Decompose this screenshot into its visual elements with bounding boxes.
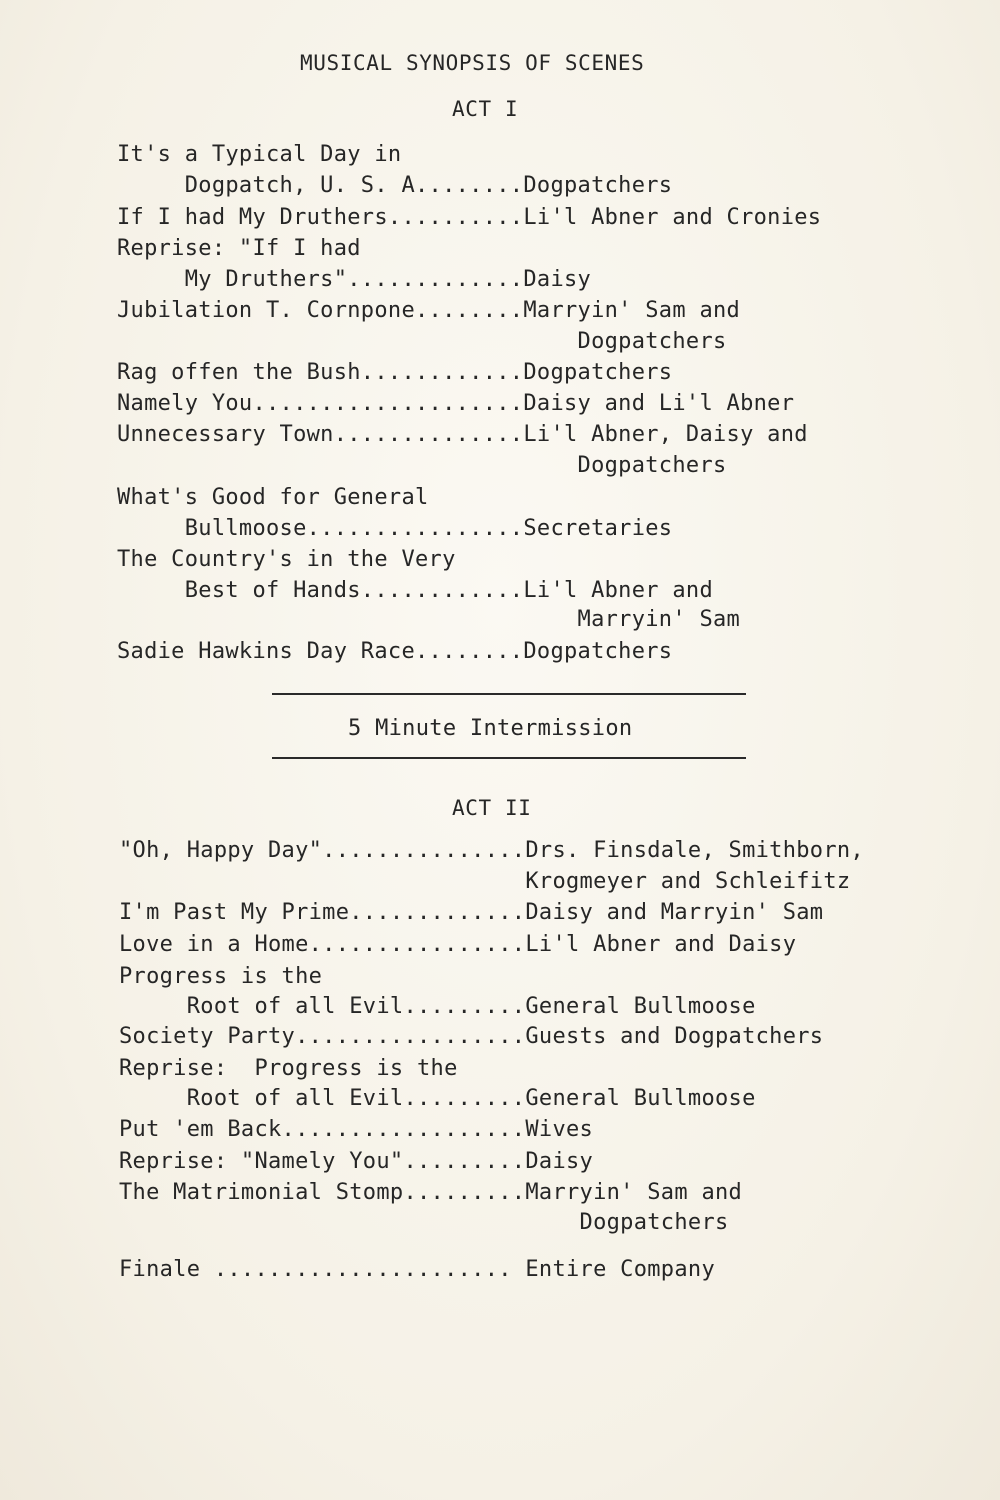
song-line: Rag offen the Bush............Dogpatchers: [117, 360, 673, 385]
song-line: Marryin' Sam: [117, 607, 741, 632]
song-line: Jubilation T. Cornpone........Marryin' Sam and: [117, 298, 741, 323]
song-line: Reprise: "Namely You".........Daisy: [119, 1149, 594, 1174]
song-line: Love in a Home................Li'l Abner and Daisy: [119, 932, 797, 957]
page-title: MUSICAL SYNOPSIS OF SCENES: [300, 51, 645, 75]
song-line: Society Party.................Guests and Dogpatchers: [119, 1024, 824, 1049]
song-line: Sadie Hawkins Day Race........Dogpatchers: [117, 639, 673, 664]
song-line: Put 'em Back..................Wives: [119, 1117, 594, 1142]
song-line: Progress is the: [119, 964, 323, 989]
song-line: Krogmeyer and Schleifitz: [119, 869, 851, 894]
song-line: Unnecessary Town..............Li'l Abner, Daisy and: [117, 422, 808, 447]
song-line: Root of all Evil.........General Bullmoose: [119, 1086, 756, 1111]
song-line: "Oh, Happy Day"...............Drs. Finsdale, Smithborn,: [119, 838, 864, 863]
song-line: Reprise: Progress is the: [119, 1056, 458, 1081]
song-line: If I had My Druthers..........Li'l Abner and Cronies: [117, 205, 822, 230]
intermission-note: 5 Minute Intermission: [348, 716, 633, 741]
song-line: Reprise: "If I had: [117, 236, 361, 261]
song-line: Bullmoose................Secretaries: [117, 516, 673, 541]
divider-rule: [272, 693, 746, 695]
song-line: Dogpatchers: [119, 1210, 729, 1235]
song-line: Dogpatchers: [117, 453, 727, 478]
song-line: My Druthers".............Daisy: [117, 267, 592, 292]
song-line: I'm Past My Prime.............Daisy and Marryin' Sam: [119, 900, 824, 925]
song-line: Dogpatchers: [117, 329, 727, 354]
song-line: It's a Typical Day in: [117, 142, 402, 167]
song-line: Finale ...................... Entire Company: [119, 1257, 715, 1282]
song-line: The Matrimonial Stomp.........Marryin' Sam and: [119, 1180, 743, 1205]
act-two-heading: ACT II: [452, 796, 532, 820]
divider-rule: [272, 757, 746, 759]
song-line: Best of Hands............Li'l Abner and: [117, 578, 713, 603]
act-one-heading: ACT I: [452, 97, 519, 121]
song-line: The Country's in the Very: [117, 547, 456, 572]
song-line: What's Good for General: [117, 485, 429, 510]
song-line: Dogpatch, U. S. A........Dogpatchers: [117, 173, 673, 198]
song-line: Namely You....................Daisy and Li'l Abner: [117, 391, 795, 416]
song-line: Root of all Evil.........General Bullmoose: [119, 994, 756, 1019]
